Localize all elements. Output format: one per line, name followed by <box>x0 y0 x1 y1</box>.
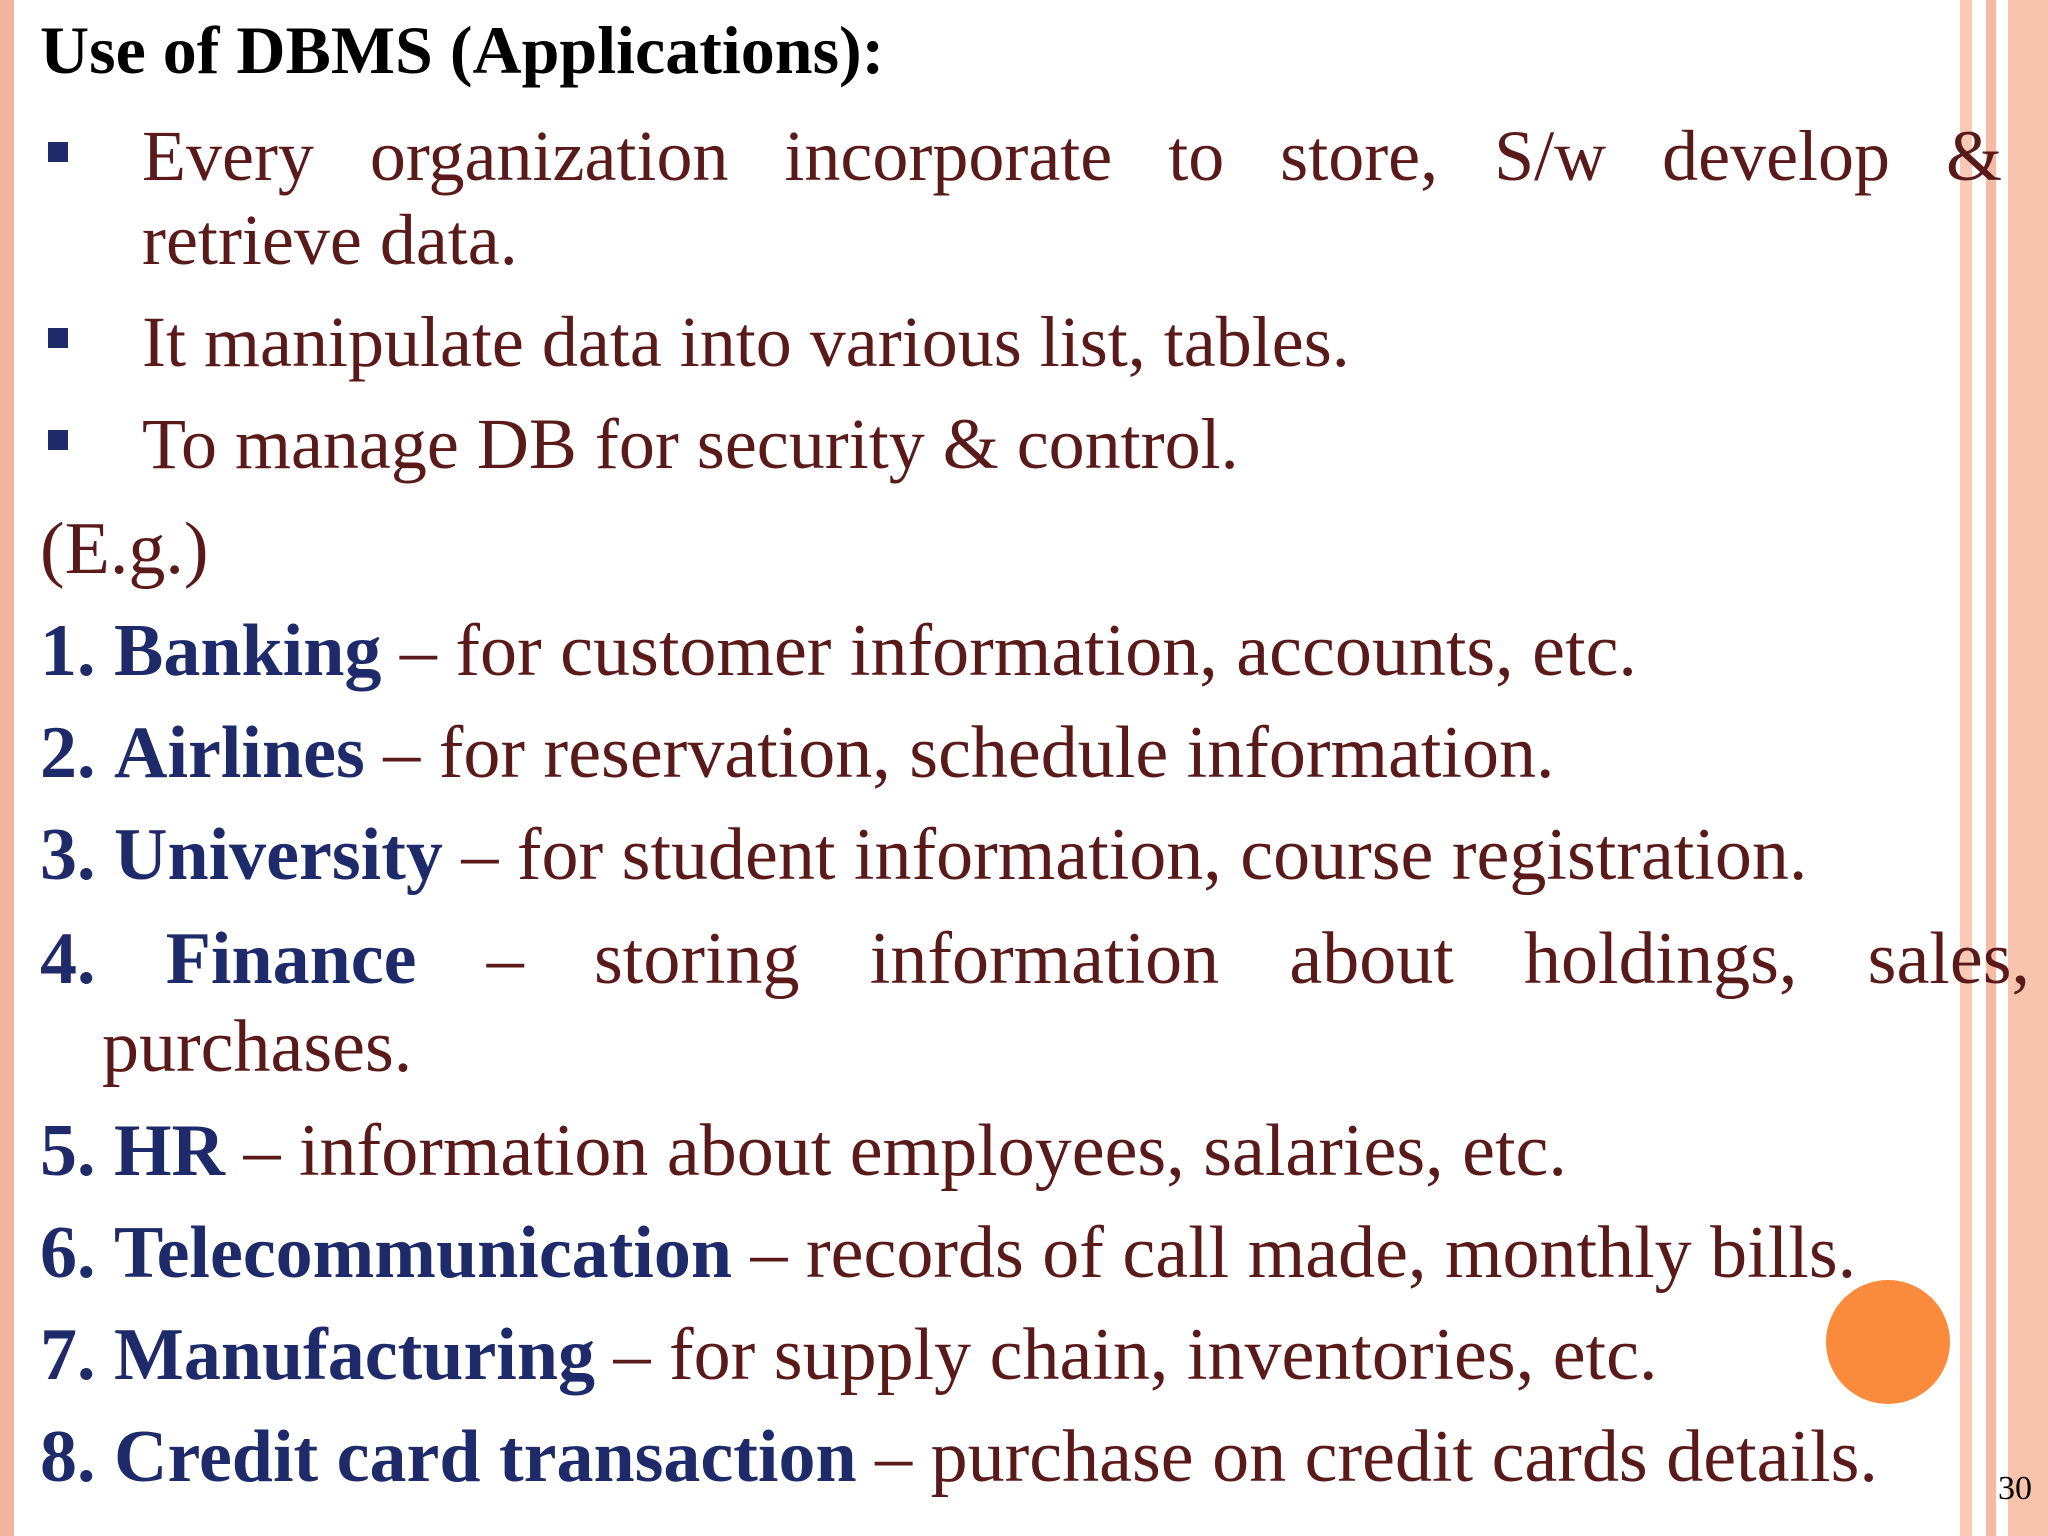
item-number: 3. <box>40 814 96 896</box>
item-number: 4. <box>40 918 96 1000</box>
item-term: Manufacturing <box>114 1314 595 1396</box>
item-term: Telecommunication <box>114 1212 733 1294</box>
square-bullet-icon <box>48 328 68 348</box>
item-description: – for student information, course registration. <box>461 814 1808 896</box>
right-border-gap <box>1996 0 2008 1536</box>
bullet-text-continued: retrieve data. <box>142 200 518 280</box>
item-term: HR <box>114 1110 225 1192</box>
list-item <box>40 1212 1857 1294</box>
slide-heading: Use of DBMS (Applications): <box>40 12 885 88</box>
item-number: 8. <box>40 1416 96 1498</box>
item-number: 1. <box>40 610 96 692</box>
list-item <box>40 610 1637 692</box>
item-term: Finance <box>165 918 417 1000</box>
item-description: – for reservation, schedule information. <box>383 712 1555 794</box>
item-number: 2. <box>40 712 96 794</box>
example-label: (E.g.) <box>40 508 209 590</box>
item-number: 6. <box>40 1212 96 1294</box>
item-description: – storing information about holdings, sales, <box>486 918 2030 1000</box>
item-number: 7. <box>40 1314 96 1396</box>
list-item <box>40 918 2030 1000</box>
bullet-text: It manipulate data into various list, tables. <box>142 302 1350 382</box>
item-description: – purchase on credit cards details. <box>875 1416 1878 1498</box>
item-description: – records of call made, monthly bills. <box>750 1212 1857 1294</box>
list-item <box>40 712 1555 794</box>
list-item <box>40 814 1808 896</box>
item-term: University <box>114 814 443 896</box>
left-border-rule <box>0 0 14 1536</box>
item-number: 5. <box>40 1110 96 1192</box>
page-number: 30 <box>1998 1470 2032 1507</box>
right-border-gap <box>1972 0 1986 1536</box>
right-border-stripe <box>1986 0 1996 1536</box>
bullet-text: To manage DB for security & control. <box>142 404 1239 484</box>
square-bullet-icon <box>48 142 68 162</box>
item-description: – for customer information, accounts, etc. <box>399 610 1637 692</box>
list-item <box>40 1314 1658 1396</box>
orange-circle-decoration <box>1826 1280 1950 1404</box>
list-item-continued: purchases. <box>102 1006 413 1088</box>
right-border-band <box>2008 0 2048 1536</box>
item-term: Credit card transaction <box>114 1416 857 1498</box>
item-term: Airlines <box>114 712 365 794</box>
item-term: Banking <box>114 610 382 692</box>
list-item <box>40 1416 1878 1498</box>
item-description: – information about employees, salaries, etc. <box>243 1110 1567 1192</box>
right-border-stripe <box>1960 0 1972 1536</box>
bullet-text: Every organization incorporate to store, S/w develop & <box>142 116 2002 196</box>
list-item <box>40 1110 1567 1192</box>
item-description: – for supply chain, inventories, etc. <box>613 1314 1658 1396</box>
square-bullet-icon <box>48 430 68 450</box>
